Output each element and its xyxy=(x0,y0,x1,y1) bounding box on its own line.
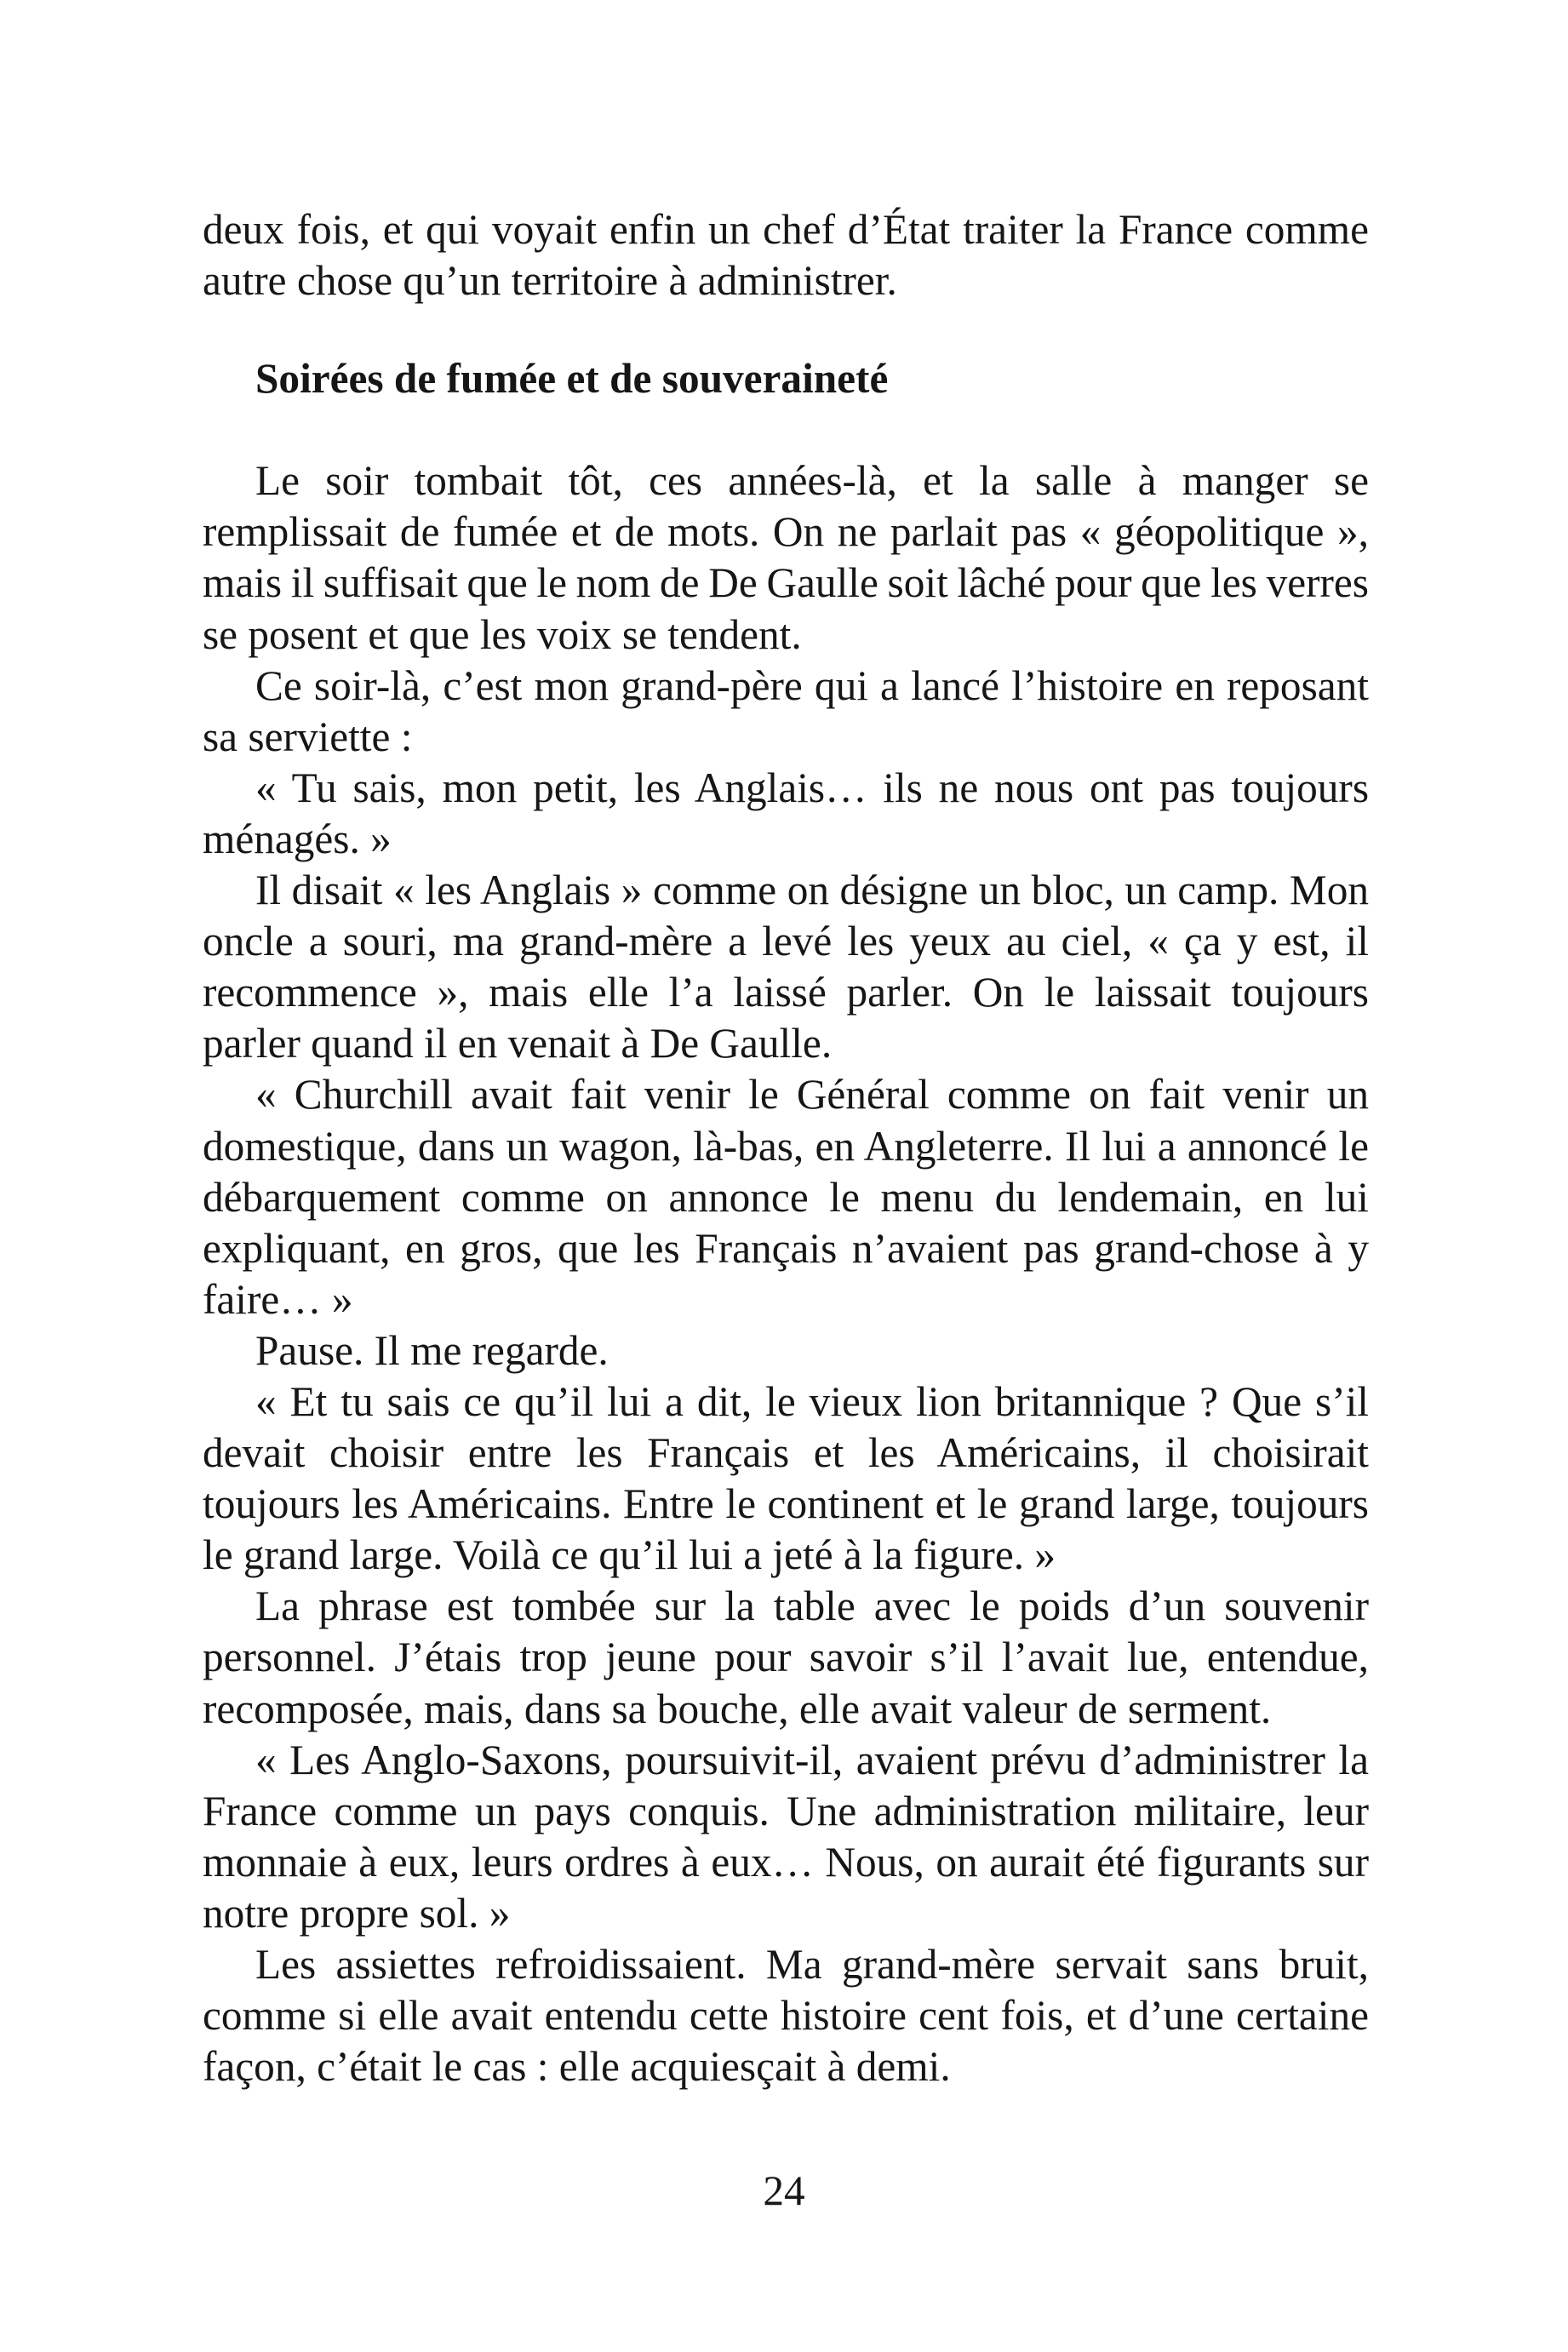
text-line: Les assiettes refroidissaient. Ma grand-mère servait sans bruit, xyxy=(255,1941,1369,1988)
paragraph xyxy=(203,661,1369,763)
text-line: expliquant, en gros, que les Français n’avaient pas grand-chose à y xyxy=(203,1224,1369,1272)
text-line: parler quand il en venait à De Gaulle. xyxy=(203,1020,833,1067)
paragraph xyxy=(203,1939,1369,2092)
text-line: recomposée, mais, dans sa bouche, elle avait valeur de serment. xyxy=(203,1685,1272,1732)
section-heading: Soirées de fumée et de souveraineté xyxy=(255,355,889,403)
page-number: 24 xyxy=(763,2167,805,2214)
text-line: « Les Anglo-Saxons, poursuivit-il, avaient prévu d’administrer la xyxy=(255,1736,1369,1783)
text-line: autre chose qu’un territoire à administrer. xyxy=(203,257,897,305)
text-line: La phrase est tombée sur la table avec le poids d’un souvenir xyxy=(255,1582,1369,1630)
text-line: personnel. J’étais trop jeune pour savoir s’il l’avait lue, entendue, xyxy=(203,1634,1369,1681)
text-line: monnaie à eux, leurs ordres à eux… Nous, on aurait été figurants sur xyxy=(203,1838,1369,1886)
text-line: Ce soir-là, c’est mon grand-père qui a lancé l’histoire en reposant xyxy=(255,661,1369,709)
paragraph xyxy=(203,1376,1369,1581)
text-line: toujours les Américains. Entre le continent et le grand large, toujours xyxy=(203,1480,1369,1528)
body-text xyxy=(203,204,1369,2092)
paragraph xyxy=(203,1735,1369,1939)
text-line: débarquement comme on annonce le menu du lendemain, en lui xyxy=(203,1173,1369,1221)
text-line: ménagés. » xyxy=(203,815,392,862)
text-line: faire… » xyxy=(203,1275,353,1323)
text-line: recommence », mais elle l’a laissé parler. On le laissait toujours xyxy=(203,969,1369,1016)
text-line: devait choisir entre les Français et les Américains, il choisirait xyxy=(203,1429,1369,1477)
paragraph-continued xyxy=(203,204,1369,306)
text-line: Pause. Il me regarde. xyxy=(255,1326,609,1374)
text-line: « Tu sais, mon petit, les Anglais… ils ne nous ont pas toujours xyxy=(255,764,1369,811)
paragraph xyxy=(203,455,1369,660)
text-line: France comme un pays conquis. Une administration militaire, leur xyxy=(203,1787,1369,1834)
text-line: remplissait de fumée et de mots. On ne parlait pas « géopolitique », xyxy=(203,508,1369,556)
paragraph xyxy=(203,1069,1369,1325)
paragraph xyxy=(203,1325,1369,1376)
text-line: sa serviette : xyxy=(203,712,413,760)
text-line: se posent et que les voix se tendent. xyxy=(203,610,802,658)
text-line: le grand large. Voilà ce qu’il lui a jeté à la figure. » xyxy=(203,1531,1056,1579)
text-line: façon, c’était le cas : elle acquiesçait à demi. xyxy=(203,2043,951,2091)
text-line: « Churchill avait fait venir le Général comme on fait venir un xyxy=(255,1071,1369,1119)
paragraph xyxy=(203,763,1369,865)
paragraph xyxy=(203,865,1369,1069)
text-line: comme si elle avait entendu cette histoire cent fois, et d’une certaine xyxy=(203,1992,1369,2040)
text-line: « Et tu sais ce qu’il lui a dit, le vieux lion britannique ? Que s’il xyxy=(255,1377,1369,1425)
paragraph xyxy=(203,1581,1369,1734)
text-line: notre propre sol. » xyxy=(203,1889,511,1937)
text-line: domestique, dans un wagon, là-bas, en Angleterre. Il lui a annoncé le xyxy=(203,1122,1369,1170)
text-line: deux fois, et qui voyait enfin un chef d’État traiter la France comme xyxy=(203,206,1369,253)
text-line: Le soir tombait tôt, ces années-là, et la salle à manger se xyxy=(255,457,1369,505)
text-line: oncle a souri, ma grand-mère a levé les yeux au ciel, « ça y est, il xyxy=(203,918,1369,965)
text-line: mais il suffisait que le nom de De Gaulle soit lâché pour que les verres xyxy=(203,559,1369,607)
text-line: Il disait « les Anglais » comme on désigne un bloc, un camp. Mon xyxy=(255,867,1369,914)
